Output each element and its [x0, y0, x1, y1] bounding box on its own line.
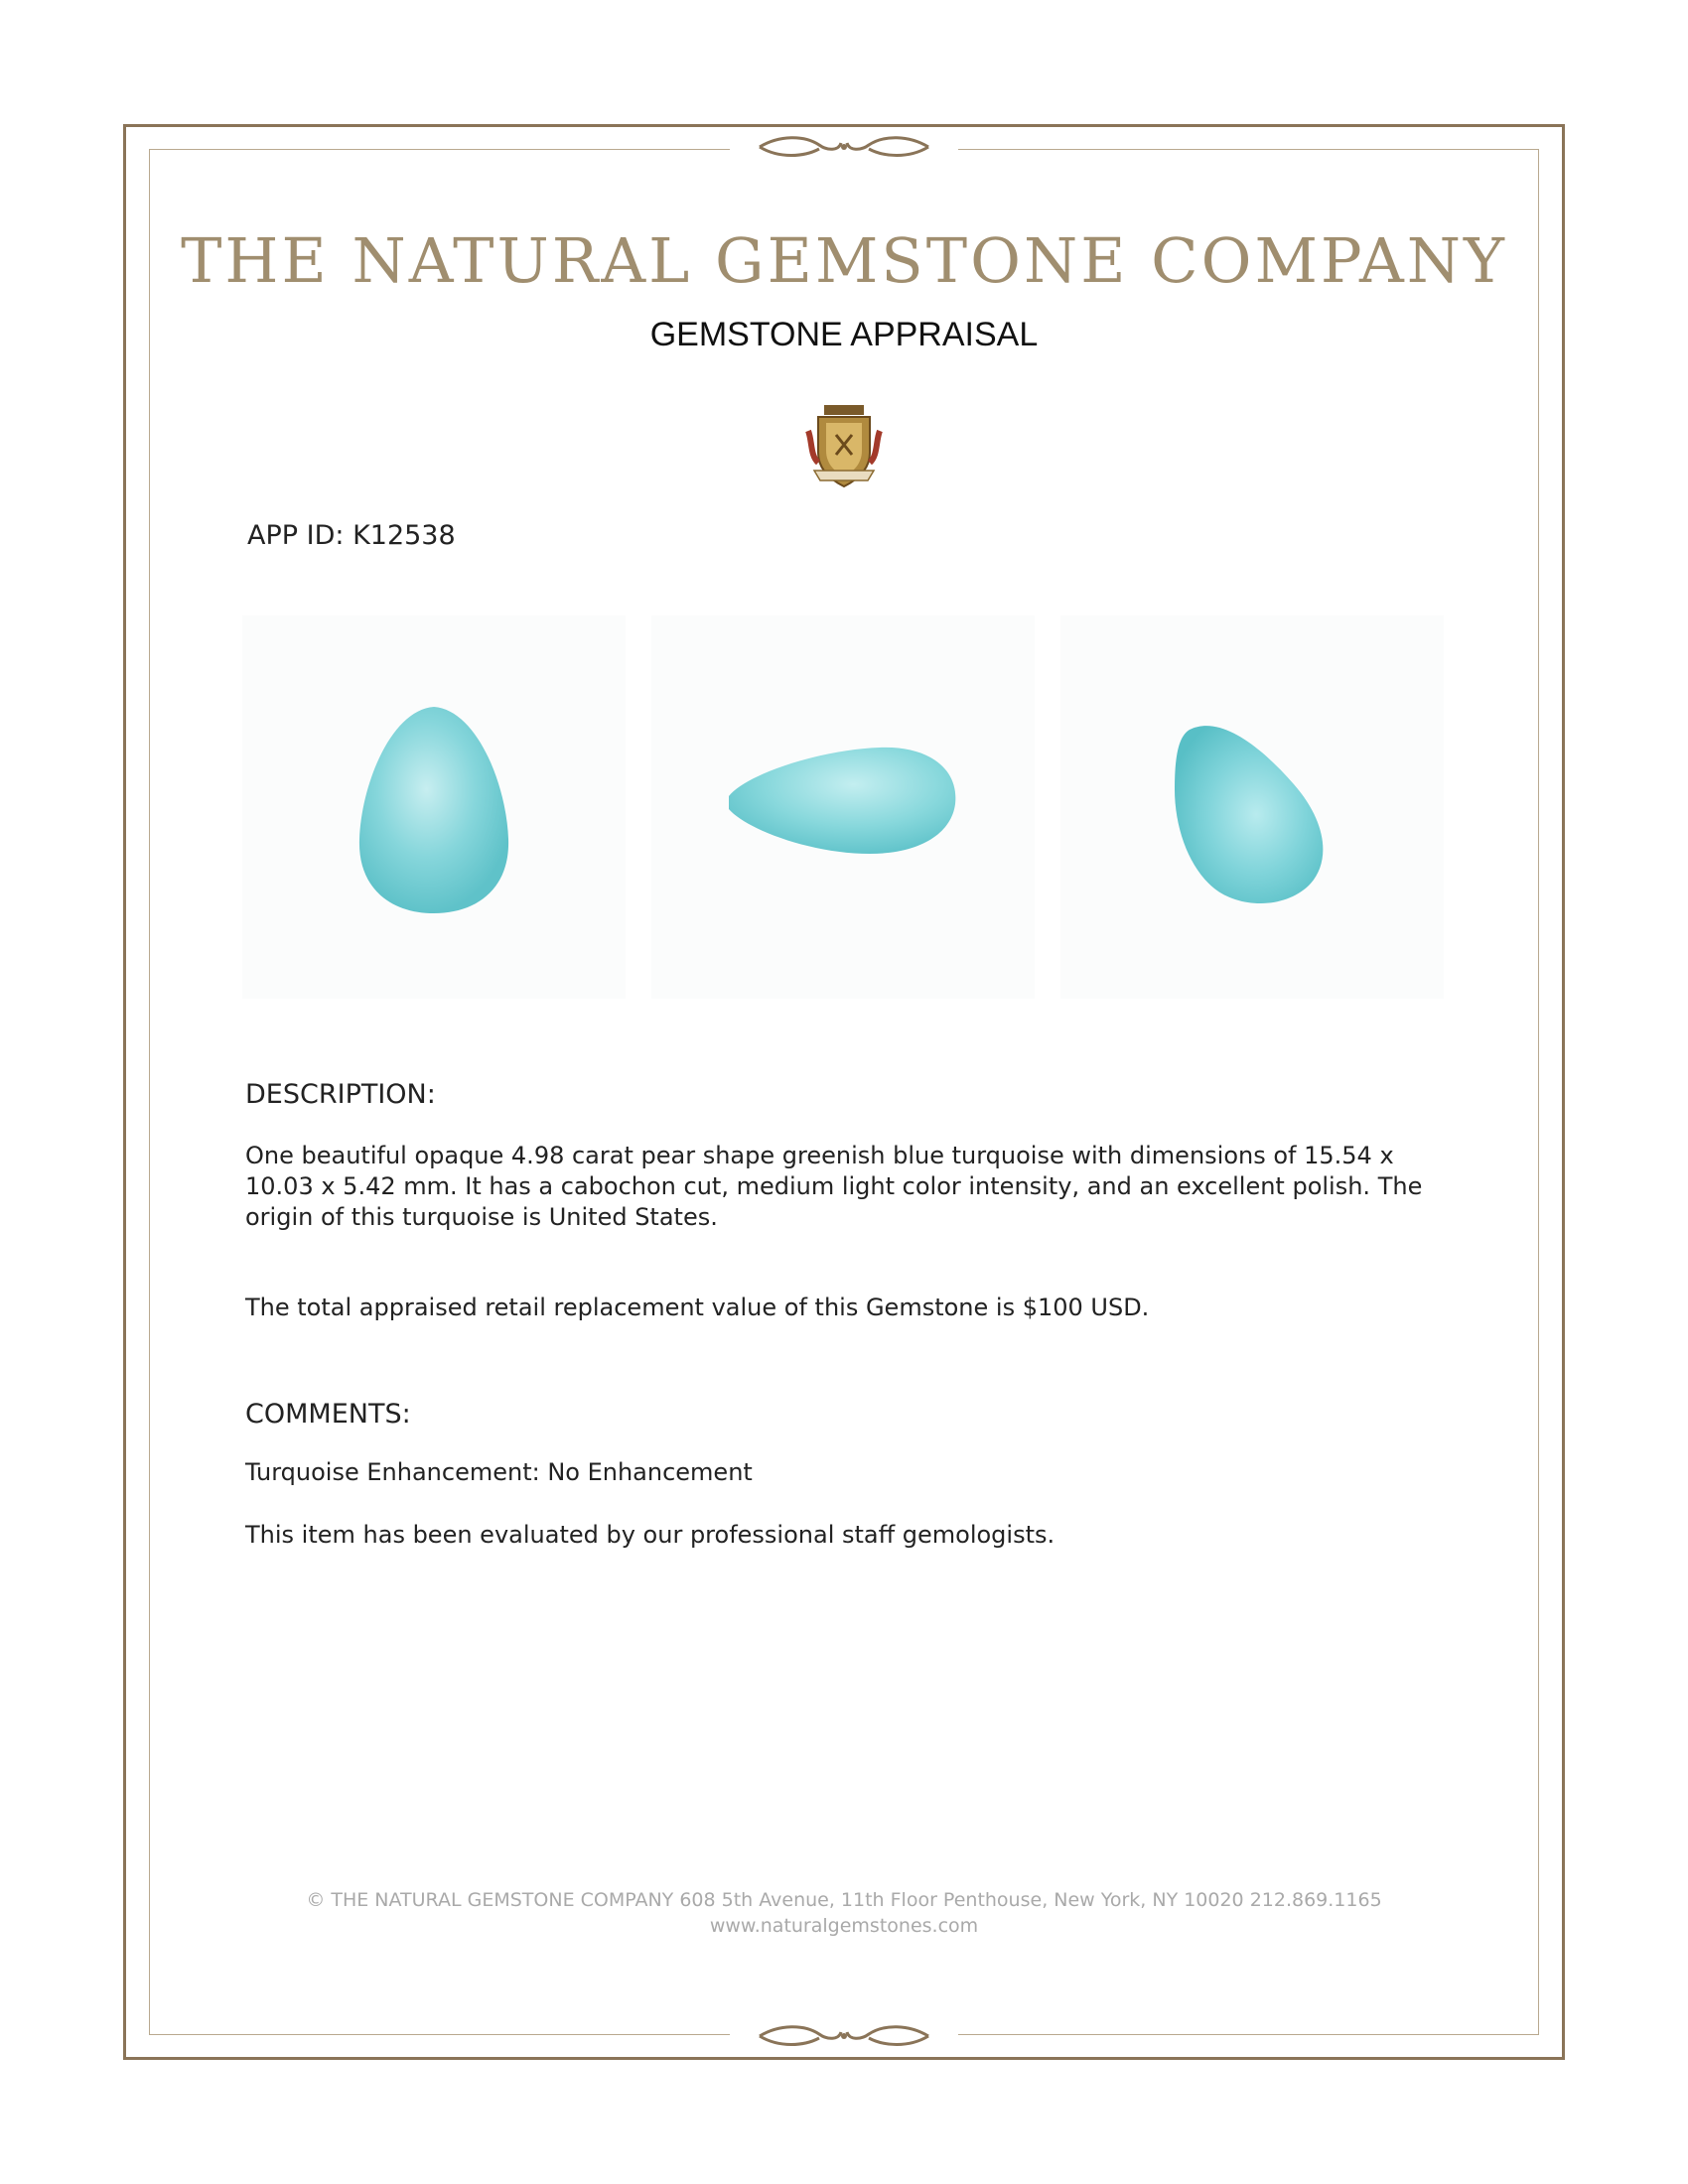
- description-text: One beautiful opaque 4.98 carat pear shape greenish blue turquoise with dimensions of 15.54 x 10.03 x 5.42 mm. It has a cabochon cut, medium light color intensity, and an excellent polish. The origin of this turquoise is United States.: [245, 1142, 1423, 1231]
- top-flourish-ornament: [730, 127, 958, 167]
- footer-website: www.naturalgemstones.com: [709, 1915, 979, 1937]
- gemstone-photo-row: [242, 615, 1444, 999]
- company-crest-emblem: [800, 401, 888, 492]
- footer-address: © THE NATURAL GEMSTONE COMPANY 608 5th Avenue, 11th Floor Penthouse, New York, NY 10020 212.869.1165: [306, 1889, 1382, 1911]
- enhancement-comment: Turquoise Enhancement: No Enhancement: [245, 1458, 753, 1486]
- appraisal-id: [247, 520, 456, 551]
- company-name-heading: THE NATURAL GEMSTONE COMPANY: [181, 224, 1507, 297]
- bottom-flourish-ornament: [730, 2016, 958, 2056]
- gem-photo-angled: [1060, 615, 1444, 999]
- document-title: GEMSTONE APPRAISAL: [649, 316, 1039, 353]
- appraised-value-statement: The total appraised retail replacement value of this Gemstone is $100 USD.: [245, 1294, 1150, 1321]
- app-id-value: K12538: [352, 520, 456, 551]
- evaluation-comment: This item has been evaluated by our professional staff gemologists.: [245, 1521, 1055, 1549]
- app-id-label: APP ID:: [247, 520, 345, 551]
- description-heading: DESCRIPTION:: [245, 1079, 436, 1110]
- gem-photo-side: [651, 615, 1035, 999]
- comments-heading: COMMENTS:: [245, 1399, 411, 1430]
- gem-photo-front: [242, 615, 626, 999]
